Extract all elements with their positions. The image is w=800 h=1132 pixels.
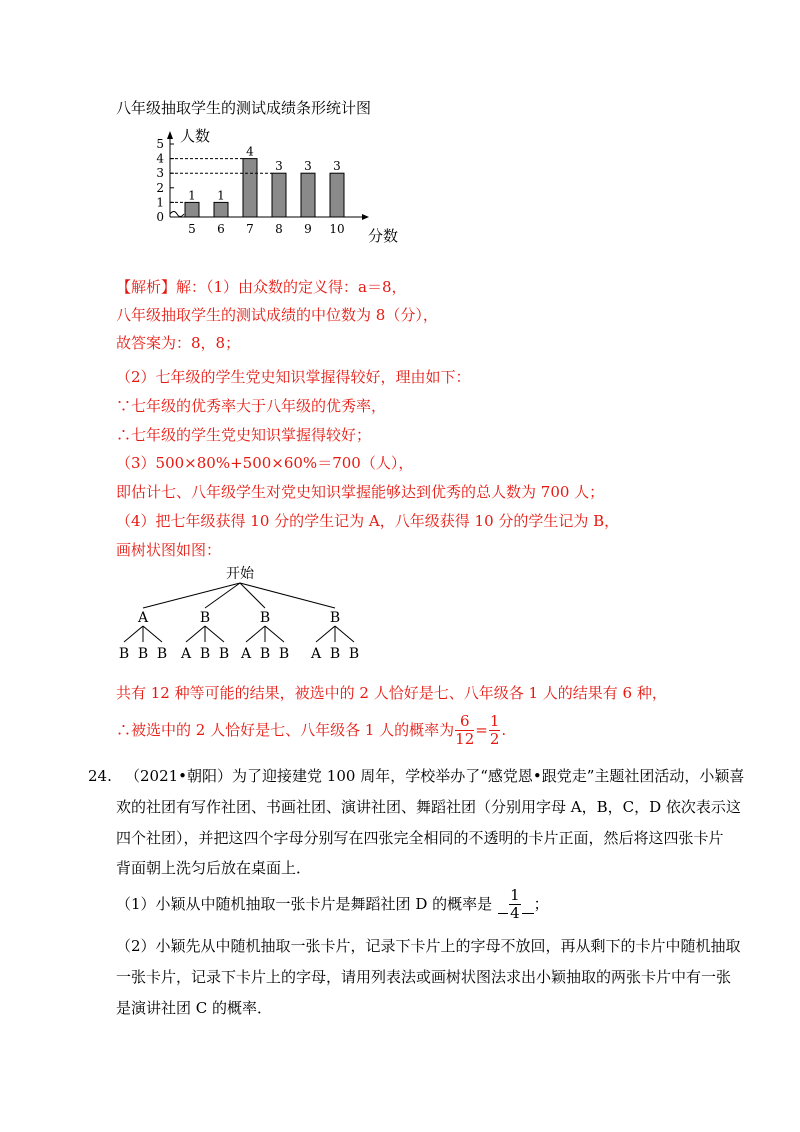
y-tick-label: 5 [156,137,164,151]
y-tick-label: 4 [156,151,164,166]
tree-branch [316,626,335,642]
tree-leaf-label: A [310,646,322,662]
question-part-2-line-2: 一张卡片，记录下卡片上的字母，请用列表法或画树状图法求出小颖抽取的两张卡片中有一张 [116,968,732,986]
question-line-2: 欢的社团有写作社团、书画社团、演讲社团、舞蹈社团（分别用字母 A，B，C，D 依次表示这 [116,798,741,816]
question-number: 24. [88,767,112,785]
question-line-1: （2021•朝阳）为了迎接建党 100 周年，学校举办了“感党恩•跟党走”主题社团活动，小颖喜 [125,767,745,785]
solution-line-12 [116,710,506,750]
x-tick-label: 5 [188,222,196,236]
solution-line-10: 画树状图如图： [116,541,222,559]
part-1-suffix: ； [533,895,549,913]
tree-branch [186,626,205,642]
tree-leaf-label: B [218,646,230,662]
x-tick-label: 9 [304,222,312,236]
question-part-1 [116,884,549,924]
solution-line-1: 【解析】解：（1）由众数的定义得：a＝8， [116,278,407,296]
bar-value-label: 4 [246,144,254,159]
question-part-2-line-3: 是演讲社团 C 的概率． [116,999,273,1017]
fraction-numerator: 1 [489,711,500,730]
solution-line-11: 共有 12 种等可能的结果，被选中的 2 人恰好是七、八年级各 1 人的结果有 6 种， [116,684,667,702]
solution-line-6: ∴七年级的学生党史知识掌握得较好； [116,426,372,444]
tree-leaf-label: B [278,646,290,662]
tree-leaf-label: B [137,646,149,662]
tree-branch [124,626,143,642]
answer-underline-right [522,913,534,914]
tree-leaf-label: A [240,646,252,662]
fraction-denominator: 12 [455,729,475,748]
solution-line-5: ∵七年级的优秀率大于八年级的优秀率， [116,397,387,415]
solution-line-2: 八年级抽取学生的测试成绩的中位数为 8（分）， [116,306,438,324]
tree-branch [143,583,240,608]
tree-branch [205,626,224,642]
fraction-numerator: 6 [455,713,474,731]
fraction-numerator: 1 [510,885,520,904]
solution-line-4: （2）七年级的学生党史知识掌握得较好，理由如下： [116,368,471,386]
tree-branch [335,626,354,642]
period: . [501,721,507,739]
fraction-denominator: 2 [489,729,500,748]
x-tick-label: 8 [275,222,283,236]
tree-leaf-label: B [329,646,341,662]
question-line-4: 背面朝上洗匀后放在桌面上． [116,859,312,877]
probability-text: ∴被选中的 2 人恰好是七、八年级各 1 人的概率为 [116,721,455,739]
tree-node-label: B [259,610,271,626]
tree-leaf-label: B [259,646,271,662]
fraction-denominator: 4 [510,903,520,922]
answer-fraction-1-4 [509,887,521,922]
tree-leaf-label: B [156,646,168,662]
part-1-text: （1）小颖从中随机抽取一张卡片是舞蹈社团 D 的概率是 [116,895,493,913]
tree-node-label: B [199,610,211,626]
x-tick-label: 10 [329,222,345,236]
tree-node-label: B [329,610,341,626]
solution-line-8: 即估计七、八年级学生对党史知识掌握能够达到优秀的总人数为 700 人； [116,483,605,501]
question-line-3: 四个社团），并把这四个字母分别写在四张完全相同的不透明的卡片正面，然后将这四张卡片 [116,829,724,847]
tree-branch [240,583,335,608]
x-axis-arrow [362,214,369,220]
bar [214,202,228,217]
x-axis-label: 分数 [368,227,399,245]
y-axis-label: 人数 [180,127,211,145]
answer-underline-left [498,913,508,914]
tree-leaf-label: B [348,646,360,662]
fraction-6-12 [455,713,474,748]
bar-value-label: 3 [304,159,312,174]
y-axis-arrow [167,131,173,139]
y-tick-label: 1 [156,195,164,210]
fraction-1-2 [489,713,501,748]
chart-title: 八年级抽取学生的测试成绩条形统计图 [116,99,372,117]
tree-branch [205,583,240,608]
bar [185,202,199,217]
tree-branch [246,626,265,642]
bar [272,173,286,217]
x-tick-label: 7 [246,222,254,236]
tree-root-label: 开始 [226,566,254,582]
tree-diagram [105,560,385,670]
x-tick-label: 6 [217,222,225,236]
tree-leaf-label: B [199,646,211,662]
y-tick-label: 0 [156,210,164,224]
solution-line-7: （3）500×80%+500×60%＝700（人）， [116,454,414,472]
tree-leaf-label: B [118,646,130,662]
equals-sign: = [475,721,488,739]
bar-chart [140,125,400,250]
solution-line-9: （4）把七年级获得 10 分的学生记为 A，八年级获得 10 分的学生记为 B， [116,512,620,530]
bar-value-label: 3 [275,159,283,174]
bar [301,173,315,217]
bar [330,173,344,217]
tree-leaf-label: A [180,646,192,662]
y-tick-label: 3 [156,166,164,181]
y-tick-label: 2 [156,180,164,195]
tree-branch [265,626,284,642]
solution-line-3: 故答案为：8，8； [116,334,241,352]
axis-break [170,212,184,217]
bar [243,159,257,217]
bar-value-label: 3 [333,159,341,174]
tree-node-label: A [137,610,149,626]
question-part-2-line-1: （2）小颖先从中随机抽取一张卡片，记录下卡片上的字母不放回，再从剩下的卡片中随机抽取 [116,937,741,955]
bar-value-label: 1 [217,188,225,203]
bar-value-label: 1 [188,188,196,203]
tree-branch [143,626,162,642]
